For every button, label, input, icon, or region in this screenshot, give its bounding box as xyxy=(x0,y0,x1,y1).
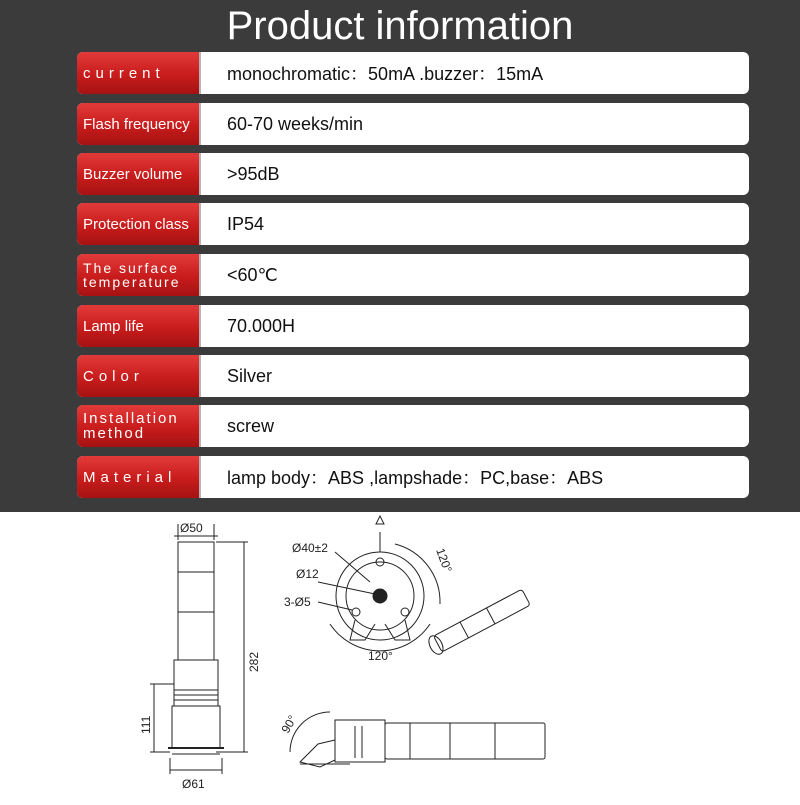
horizontal-body xyxy=(385,723,545,759)
spec-value: Silver xyxy=(227,365,273,386)
divider xyxy=(199,254,201,296)
spec-row-material xyxy=(77,456,749,498)
spec-row-color xyxy=(77,355,749,397)
dimension-drawing xyxy=(0,512,800,800)
spec-label: Buzzer volume xyxy=(77,153,199,195)
page-title: Product information xyxy=(226,4,574,48)
dim-label-282: 282 xyxy=(247,651,261,672)
spec-label: Protection class xyxy=(77,203,199,245)
spec-value: 70.000H xyxy=(227,315,296,336)
dim-label-d61: Ø61 xyxy=(182,777,205,791)
angle-label-top: 120° xyxy=(433,546,455,575)
divider xyxy=(199,103,201,145)
spec-row-lamp-life xyxy=(77,305,749,347)
spec-label: Lamp life xyxy=(77,305,199,347)
spec-value: <60℃ xyxy=(227,264,278,285)
divider xyxy=(199,305,201,347)
tower-upper-body xyxy=(178,542,214,660)
spec-label: The surface temperature xyxy=(77,254,199,296)
dim-label-111: 111 xyxy=(139,715,153,734)
tower-middle-body xyxy=(174,660,218,706)
angle-label-90: 90° xyxy=(278,712,300,736)
spec-label: Color xyxy=(77,355,199,397)
spec-row-installation-method xyxy=(77,405,749,447)
spec-row-current xyxy=(77,52,749,94)
spec-value: screw xyxy=(227,415,275,436)
spec-value: lamp body：ABS ,lampshade：PC,base：ABS xyxy=(227,468,604,488)
horizontal-base xyxy=(335,720,385,762)
spec-label: current xyxy=(77,52,199,94)
spec-row-protection-class xyxy=(77,203,749,245)
spec-row-surface-temperature xyxy=(77,254,749,296)
divider xyxy=(199,405,201,447)
divider xyxy=(199,52,201,94)
dim-label-d12: Ø12 xyxy=(296,567,319,581)
spec-label: Installation method xyxy=(77,405,199,447)
spec-value: monochromatic：50mA .buzzer：15mA xyxy=(227,64,544,84)
spec-row-flash-frequency xyxy=(77,103,749,145)
tower-base xyxy=(172,706,220,748)
technical-drawing xyxy=(0,512,800,800)
spec-value: 60-70 weeks/min xyxy=(227,113,364,134)
divider xyxy=(199,355,201,397)
spec-label: Material xyxy=(77,456,199,498)
spec-row-buzzer-volume xyxy=(77,153,749,195)
divider xyxy=(199,203,201,245)
divider xyxy=(199,456,201,498)
center-hole xyxy=(373,589,387,603)
spec-value: >95dB xyxy=(227,163,280,184)
divider xyxy=(199,153,201,195)
spec-value: IP54 xyxy=(227,213,265,234)
dim-label-d50: Ø50 xyxy=(180,521,203,535)
spec-label: Flash frequency xyxy=(77,103,199,145)
dim-label-d40: Ø40±2 xyxy=(292,541,328,555)
dim-label-holes: 3-Ø5 xyxy=(284,595,311,609)
angle-label-bottom: 120° xyxy=(368,649,393,663)
